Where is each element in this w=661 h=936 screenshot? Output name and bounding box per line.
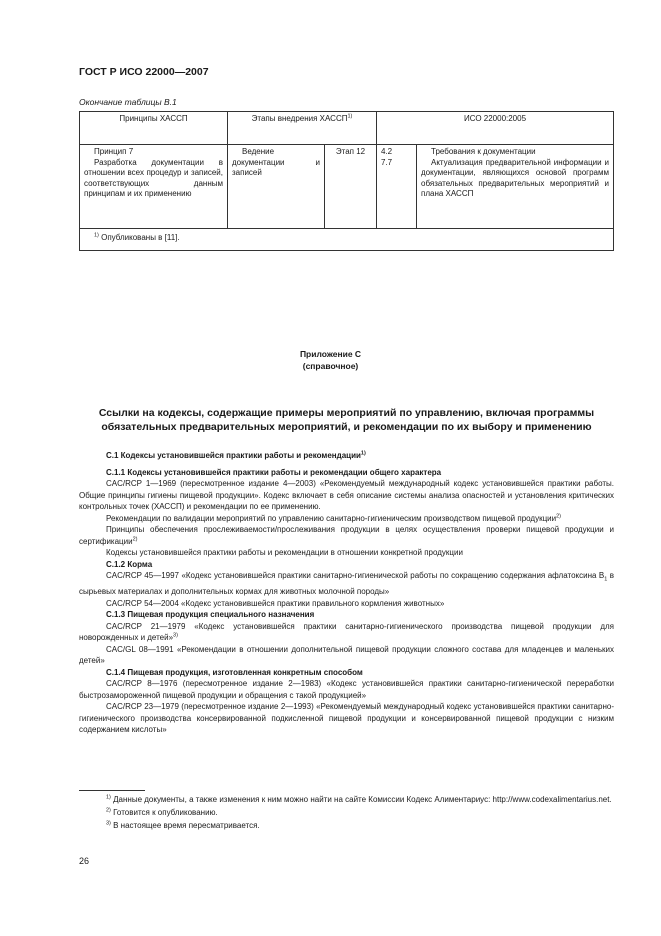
paragraph: CAC/RCP 45—1997 «Кодекс установившейся практики санитарно-гигиенической работы по сокращению содержания афлатоксина $В_1$ в сырьевых материалах и дополнительных кормах для животных молочной породы» — [79, 571, 614, 597]
footnote-divider — [79, 790, 145, 791]
haccp-table — [79, 111, 614, 251]
paragraph: CAC/RCP 54—2004 «Кодекс установившейся практики правильного кормления животных» — [106, 598, 445, 608]
cell-principle: Принцип 7 Разработка документации в отношении всех процедур и записей, соответствующих данным принципам и их применению — [80, 145, 228, 229]
section-c11-title: С.1.1 Кодексы установившейся практики работы и рекомендации общего характера — [106, 467, 442, 477]
table-footnote-row: $^{1)}$ Опубликованы в [11]. — [80, 229, 614, 251]
table-header-row — [80, 112, 614, 145]
paragraph: Рекомендации по валидации мероприятий по управлению санитарно-гигиеническим производством пищевой продукции$^{2)}$ — [106, 512, 561, 523]
paragraph: CAC/GL 08—1991 «Рекомендации в отношении дополнительной пищевой продукции сложного состава для младенцев и маленьких детей» — [79, 644, 614, 666]
document-header: ГОСТ Р ИСО 22000—2007 — [79, 66, 209, 78]
section-c1-title: С.1 Кодексы установившейся практики работы и рекомендации$^{1)}$ — [106, 450, 366, 460]
section-c12-title: С.1.2 Корма — [106, 559, 153, 569]
appendix-title: Ссылки на кодексы, содержащие примеры мероприятий по управлению, включая программы обязательных предварительных мероприятий, и рекомендации по их выбору и применению — [98, 407, 595, 433]
appendix-label: Приложение С — [299, 349, 362, 359]
cell-iso-requirements: Требования к документации Актуализация предварительной информации и документации, являющихся основой программ обязательных предварительных мероприятий и плана ХАССП — [417, 145, 614, 229]
cell-clauses: 4.2 7.7 — [377, 145, 417, 229]
col-header-iso: ИСО 22000:2005 — [377, 112, 614, 145]
cell-stage-no: Этап 12 — [325, 145, 377, 229]
col-header-principles: Принципы ХАССП — [80, 112, 228, 145]
appendix-type: (справочное) — [302, 361, 359, 371]
section-c14-title: С.1.4 Пищевая продукция, изготовленная конкретным способом — [106, 667, 363, 677]
appendix-body — [79, 450, 614, 736]
col-header-stages: Этапы внедрения ХАССП$^{1)}$ — [228, 112, 377, 145]
paragraph: Принципы обеспечения прослеживаемости/прослеживания продукции в целях осуществления проверки пищевой продукции и сертификации$^{2)}$ — [79, 525, 614, 546]
paragraph: CAC/RCP 8—1976 (пересмотренное издание 2—1983) «Кодекс установившейся практики санитарно-гигиенической переработки быстрозамороженной пищевой продукции и обращения с такой продукцией» — [79, 679, 614, 700]
page-number: 26 — [79, 856, 90, 866]
footnote: $^{3)}$ В настоящее время пересматривается. — [106, 820, 260, 830]
table-caption: Окончание таблицы В.1 — [79, 97, 177, 107]
paragraph: CAC/RCP 23—1979 (пересмотренное издание 2—1993) «Рекомендуемый международный кодекс установившейся практики санитарно-гигиенического производства консервированной подкисленной пищевой продукции и консервированной пищевой продукции с низким содержанием кислоты» — [79, 702, 614, 735]
section-c13-title: С.1.3 Пищевая продукция специального назначения — [106, 610, 315, 620]
footnotes — [79, 794, 614, 831]
paragraph: Кодексы установившейся практики работы и рекомендации в отношении конкретной продукции — [106, 548, 463, 557]
footnote: $^{2)}$ Готовится к опубликованию. — [106, 807, 218, 817]
cell-stage: Ведение документации и записей — [228, 145, 325, 229]
paragraph: CAC/RCP 1—1969 (пересмотренное издание 4—2003) «Рекомендуемый международный кодекс установившейся практики работы. Общие принципы гигиены пищевой продукции». Кодекс включает в себя описание системы анализа опасностей и установления критических контрольных точек (ХАССП) и рекомендации по ее применению. — [79, 479, 614, 511]
table-row — [80, 145, 614, 229]
footnote: $^{1)}$ Данные документы, а также изменения к ним можно найти на сайте Комиссии Кодекс Алиментариус: http://www.codexalimentarius.net. — [106, 794, 612, 804]
paragraph: CAC/RCP 21—1979 «Кодекс установившейся практики санитарно-гигиенического производства пищевой продукции для новорожденных и детей»$^{3)}$ — [79, 621, 614, 643]
